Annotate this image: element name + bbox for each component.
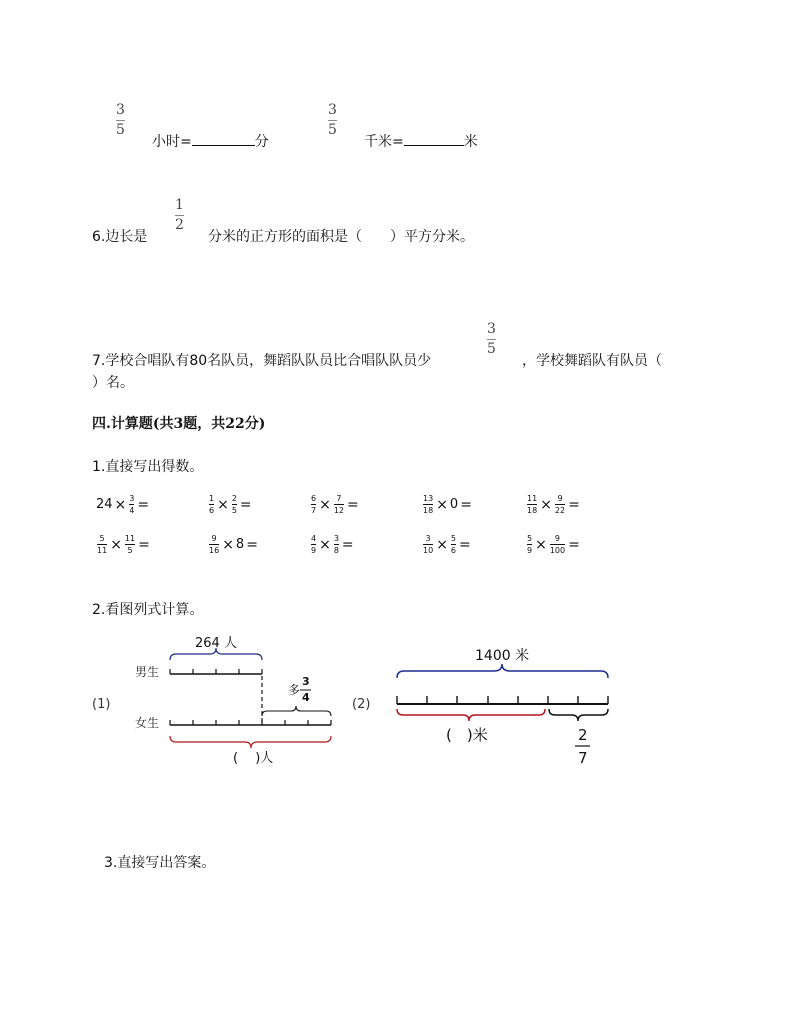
denominator: 10 [423, 546, 434, 555]
numerator: 13 [423, 494, 434, 503]
calc-2-title: 2.看图列式计算。 [92, 602, 204, 618]
number: 0 [449, 497, 459, 512]
hours-to-minutes: 小时= 分 [152, 134, 269, 150]
operator: × [319, 496, 331, 513]
operator: × [217, 496, 229, 513]
operator: × [436, 496, 448, 513]
numerator: 3 [425, 534, 431, 543]
operator: × [540, 496, 552, 513]
fraction-part-brace [549, 709, 608, 721]
question-6-prefix: 6.边长是 [92, 229, 148, 245]
denominator: 9 [527, 546, 533, 555]
operator: × [319, 536, 331, 553]
fraction-part-den: 7 [578, 749, 588, 767]
denominator: 11 [97, 546, 108, 555]
operator: × [222, 536, 234, 553]
numerator: 5 [527, 534, 533, 543]
numerator: 9 [211, 534, 217, 543]
denominator: 12 [333, 506, 345, 515]
denominator: 8 [333, 546, 339, 555]
operator: = [239, 496, 252, 513]
fraction-three-fifths: 3 5 [116, 102, 125, 138]
boys-total-label: 264 人 [195, 636, 237, 651]
numerator: 9 [554, 534, 561, 543]
denominator: 18 [423, 506, 434, 515]
fraction-part-num: 2 [578, 726, 588, 744]
answer-part-label: ( )米 [446, 726, 488, 744]
figure-1-label: (1) [92, 697, 111, 712]
operator: × [110, 536, 122, 553]
numerator: 2 [231, 494, 237, 503]
question-7-line2: ）名。 [92, 375, 134, 391]
road-ticks [397, 696, 608, 704]
calc-1-title: 1.直接写出得数。 [92, 459, 204, 475]
operator: = [341, 536, 354, 553]
numerator: 11 [527, 494, 538, 503]
boys-label: 男生 [135, 665, 160, 679]
question-7-line1-end: ，学校舞蹈队有队员（ [522, 353, 662, 369]
figure-2-label: (2) [352, 697, 371, 712]
more-label: 多 [288, 683, 301, 697]
section-4-heading: 四.计算题(共3题，共22分) [92, 416, 266, 432]
fraction-one-half: 1 2 [175, 197, 184, 233]
denominator: 4 [129, 506, 135, 515]
operator: × [114, 496, 127, 513]
denominator: 22 [554, 506, 566, 515]
number: 8 [235, 537, 245, 552]
km-to-meters: 千米= 米 [364, 134, 478, 150]
numerator: 9 [557, 494, 563, 503]
numerator: 6 [311, 494, 317, 503]
girls-label: 女生 [135, 716, 160, 730]
denominator: 7 [311, 506, 317, 515]
operator: = [137, 496, 150, 513]
total-length-label: 1400 米 [475, 648, 530, 664]
numerator: 5 [99, 534, 105, 543]
more-fraction-num: 3 [302, 675, 310, 688]
operator: × [436, 536, 448, 553]
operator: = [138, 536, 150, 553]
girls-total-brace [170, 736, 331, 748]
total-length-brace [397, 664, 608, 678]
operator: × [535, 536, 547, 553]
fraction-three-fifths-2: 3 5 [328, 102, 337, 138]
answer-part-brace [397, 709, 545, 721]
operator: = [347, 496, 359, 513]
operator: = [568, 536, 580, 553]
extra-part-brace [262, 706, 331, 716]
operator: = [246, 536, 258, 553]
number: 24 [96, 497, 113, 512]
numerator: 4 [311, 534, 317, 543]
denominator: 6 [450, 546, 457, 555]
denominator: 100 [549, 546, 566, 555]
girls-answer-label: ( )人 [233, 751, 274, 766]
question-6-suffix: 分米的正方形的面积是（ ）平方分米。 [208, 229, 474, 245]
numerator: 5 [450, 534, 457, 543]
operator: = [568, 496, 580, 513]
question-7-line1: 7.学校合唱队有80名队员，舞蹈队队员比合唱队队员少 [92, 353, 432, 369]
numerator: 7 [336, 494, 342, 503]
numerator: 3 [129, 494, 135, 503]
operator: = [459, 536, 471, 553]
calc-3-title: 3.直接写出答案。 [104, 855, 216, 871]
operator: = [460, 496, 472, 513]
fraction-three-fifths-3: 3 5 [487, 321, 496, 357]
numerator: 11 [124, 534, 136, 543]
denominator: 5 [127, 546, 133, 555]
denominator: 16 [209, 546, 220, 555]
numerator: 1 [209, 494, 215, 503]
denominator: 5 [231, 506, 237, 515]
denominator: 6 [209, 506, 215, 515]
numerator: 3 [333, 534, 339, 543]
denominator: 18 [527, 506, 538, 515]
denominator: 9 [311, 546, 317, 555]
more-fraction-den: 4 [302, 691, 310, 704]
